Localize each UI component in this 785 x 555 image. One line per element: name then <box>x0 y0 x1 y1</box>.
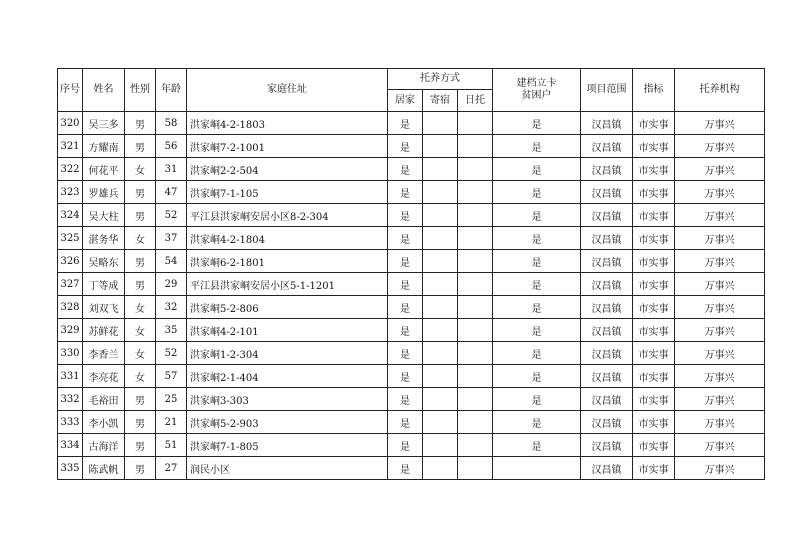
cell-poor: 是 <box>493 411 581 434</box>
cell-seq: 333 <box>58 411 83 434</box>
cell-address: 洪家峒7-1-805 <box>187 434 388 457</box>
cell-address: 平江县洪家峒安居小区5-1-1201 <box>187 273 388 296</box>
cell-poor: 是 <box>493 319 581 342</box>
table-row <box>58 388 765 411</box>
cell-scope: 汉昌镇 <box>581 112 633 135</box>
cell-home: 是 <box>388 365 423 388</box>
cell-boarding <box>423 296 458 319</box>
cell-address: 平江县洪家峒安居小区8-2-304 <box>187 204 388 227</box>
cell-poor: 是 <box>493 158 581 181</box>
cell-boarding <box>423 411 458 434</box>
cell-gender: 男 <box>125 434 156 457</box>
cell-home: 是 <box>388 227 423 250</box>
cell-scope: 汉昌镇 <box>581 204 633 227</box>
cell-day <box>458 365 493 388</box>
cell-home: 是 <box>388 273 423 296</box>
cell-seq: 335 <box>58 457 83 480</box>
cell-poor <box>493 457 581 480</box>
cell-poor: 是 <box>493 342 581 365</box>
cell-age: 57 <box>156 365 187 388</box>
cell-seq: 325 <box>58 227 83 250</box>
cell-indicator: 市实事 <box>633 250 675 273</box>
table-row <box>58 411 765 434</box>
cell-scope: 汉昌镇 <box>581 434 633 457</box>
cell-indicator: 市实事 <box>633 158 675 181</box>
cell-day <box>458 434 493 457</box>
cell-gender: 女 <box>125 365 156 388</box>
cell-gender: 男 <box>125 181 156 204</box>
cell-name: 何花平 <box>83 158 125 181</box>
cell-address: 润民小区 <box>187 457 388 480</box>
cell-age: 52 <box>156 342 187 365</box>
cell-name: 陈武帆 <box>83 457 125 480</box>
cell-indicator: 市实事 <box>633 227 675 250</box>
header-scope: 项目范围 <box>581 69 633 112</box>
cell-day <box>458 319 493 342</box>
cell-scope: 汉昌镇 <box>581 388 633 411</box>
cell-poor: 是 <box>493 181 581 204</box>
cell-boarding <box>423 365 458 388</box>
cell-gender: 女 <box>125 319 156 342</box>
cell-age: 51 <box>156 434 187 457</box>
cell-address: 洪家峒7-2-1001 <box>187 135 388 158</box>
cell-seq: 321 <box>58 135 83 158</box>
cell-seq: 324 <box>58 204 83 227</box>
cell-day <box>458 273 493 296</box>
cell-institution: 万事兴 <box>675 158 765 181</box>
cell-home: 是 <box>388 411 423 434</box>
table-row <box>58 250 765 273</box>
cell-boarding <box>423 112 458 135</box>
cell-gender: 男 <box>125 204 156 227</box>
table-row <box>58 135 765 158</box>
cell-institution: 万事兴 <box>675 273 765 296</box>
cell-name: 湛务华 <box>83 227 125 250</box>
cell-institution: 万事兴 <box>675 250 765 273</box>
cell-gender: 男 <box>125 250 156 273</box>
header-name: 姓名 <box>83 69 125 112</box>
cell-gender: 男 <box>125 112 156 135</box>
cell-age: 54 <box>156 250 187 273</box>
cell-day <box>458 411 493 434</box>
table-row <box>58 457 765 480</box>
cell-poor: 是 <box>493 135 581 158</box>
cell-day <box>458 112 493 135</box>
cell-poor: 是 <box>493 434 581 457</box>
cell-poor: 是 <box>493 388 581 411</box>
cell-home: 是 <box>388 342 423 365</box>
cell-boarding <box>423 181 458 204</box>
cell-indicator: 市实事 <box>633 411 675 434</box>
cell-scope: 汉昌镇 <box>581 319 633 342</box>
cell-seq: 334 <box>58 434 83 457</box>
cell-name: 李香兰 <box>83 342 125 365</box>
cell-name: 丁等成 <box>83 273 125 296</box>
cell-institution: 万事兴 <box>675 204 765 227</box>
cell-boarding <box>423 250 458 273</box>
table-row <box>58 273 765 296</box>
cell-day <box>458 135 493 158</box>
cell-indicator: 市实事 <box>633 112 675 135</box>
cell-day <box>458 158 493 181</box>
header-gender: 性别 <box>125 69 156 112</box>
header-care-mode: 托养方式 <box>388 69 493 90</box>
table-row <box>58 181 765 204</box>
cell-indicator: 市实事 <box>633 319 675 342</box>
cell-seq: 328 <box>58 296 83 319</box>
table-row <box>58 204 765 227</box>
cell-gender: 女 <box>125 342 156 365</box>
header-home: 居家 <box>388 90 423 112</box>
cell-institution: 万事兴 <box>675 135 765 158</box>
cell-age: 29 <box>156 273 187 296</box>
cell-boarding <box>423 227 458 250</box>
cell-address: 洪家峒7-1-105 <box>187 181 388 204</box>
cell-gender: 男 <box>125 411 156 434</box>
cell-institution: 万事兴 <box>675 434 765 457</box>
cell-age: 21 <box>156 411 187 434</box>
cell-boarding <box>423 457 458 480</box>
table-body <box>58 112 765 480</box>
cell-address: 洪家峒5-2-903 <box>187 411 388 434</box>
cell-home: 是 <box>388 250 423 273</box>
cell-indicator: 市实事 <box>633 296 675 319</box>
cell-name: 吴略东 <box>83 250 125 273</box>
cell-seq: 331 <box>58 365 83 388</box>
cell-seq: 332 <box>58 388 83 411</box>
cell-home: 是 <box>388 388 423 411</box>
header-address: 家庭住址 <box>187 69 388 112</box>
table-row <box>58 342 765 365</box>
cell-seq: 326 <box>58 250 83 273</box>
cell-institution: 万事兴 <box>675 411 765 434</box>
cell-scope: 汉昌镇 <box>581 158 633 181</box>
cell-age: 58 <box>156 112 187 135</box>
cell-gender: 女 <box>125 158 156 181</box>
cell-age: 27 <box>156 457 187 480</box>
table-row <box>58 319 765 342</box>
cell-name: 李亮花 <box>83 365 125 388</box>
cell-gender: 男 <box>125 135 156 158</box>
cell-day <box>458 457 493 480</box>
cell-seq: 329 <box>58 319 83 342</box>
header-age: 年龄 <box>156 69 187 112</box>
cell-scope: 汉昌镇 <box>581 457 633 480</box>
cell-indicator: 市实事 <box>633 135 675 158</box>
cell-home: 是 <box>388 296 423 319</box>
cell-gender: 男 <box>125 388 156 411</box>
cell-seq: 322 <box>58 158 83 181</box>
cell-day <box>458 181 493 204</box>
cell-scope: 汉昌镇 <box>581 250 633 273</box>
cell-home: 是 <box>388 204 423 227</box>
header-poor-household <box>493 69 581 112</box>
cell-age: 31 <box>156 158 187 181</box>
cell-indicator: 市实事 <box>633 388 675 411</box>
cell-institution: 万事兴 <box>675 112 765 135</box>
cell-gender: 男 <box>125 457 156 480</box>
cell-day <box>458 250 493 273</box>
cell-boarding <box>423 319 458 342</box>
cell-gender: 女 <box>125 296 156 319</box>
cell-institution: 万事兴 <box>675 365 765 388</box>
cell-home: 是 <box>388 457 423 480</box>
cell-seq: 320 <box>58 112 83 135</box>
header-institution: 托养机构 <box>675 69 765 112</box>
table-header <box>58 69 765 112</box>
cell-seq: 330 <box>58 342 83 365</box>
cell-institution: 万事兴 <box>675 227 765 250</box>
cell-indicator: 市实事 <box>633 342 675 365</box>
cell-boarding <box>423 204 458 227</box>
cell-address: 洪家峒5-2-806 <box>187 296 388 319</box>
cell-institution: 万事兴 <box>675 181 765 204</box>
cell-age: 47 <box>156 181 187 204</box>
cell-day <box>458 204 493 227</box>
cell-address: 洪家峒2-1-404 <box>187 365 388 388</box>
cell-scope: 汉昌镇 <box>581 227 633 250</box>
cell-seq: 327 <box>58 273 83 296</box>
cell-institution: 万事兴 <box>675 388 765 411</box>
cell-day <box>458 296 493 319</box>
cell-name: 罗雄兵 <box>83 181 125 204</box>
cell-poor: 是 <box>493 250 581 273</box>
table-row <box>58 158 765 181</box>
cell-indicator: 市实事 <box>633 457 675 480</box>
cell-boarding <box>423 158 458 181</box>
cell-age: 52 <box>156 204 187 227</box>
cell-gender: 男 <box>125 273 156 296</box>
cell-home: 是 <box>388 158 423 181</box>
cell-scope: 汉昌镇 <box>581 365 633 388</box>
cell-institution: 万事兴 <box>675 319 765 342</box>
header-poor-line1: 建档立卡 <box>516 78 557 89</box>
table-row <box>58 296 765 319</box>
cell-poor: 是 <box>493 296 581 319</box>
cell-address: 洪家峒3-303 <box>187 388 388 411</box>
cell-scope: 汉昌镇 <box>581 273 633 296</box>
cell-home: 是 <box>388 434 423 457</box>
cell-indicator: 市实事 <box>633 273 675 296</box>
cell-address: 洪家峒2-2-504 <box>187 158 388 181</box>
cell-boarding <box>423 273 458 296</box>
cell-scope: 汉昌镇 <box>581 135 633 158</box>
care-roster-table <box>57 68 765 480</box>
cell-boarding <box>423 388 458 411</box>
cell-scope: 汉昌镇 <box>581 296 633 319</box>
cell-home: 是 <box>388 181 423 204</box>
cell-gender: 女 <box>125 227 156 250</box>
cell-name: 方耀南 <box>83 135 125 158</box>
cell-scope: 汉昌镇 <box>581 342 633 365</box>
cell-name: 吴三多 <box>83 112 125 135</box>
cell-institution: 万事兴 <box>675 296 765 319</box>
cell-age: 35 <box>156 319 187 342</box>
cell-poor: 是 <box>493 273 581 296</box>
cell-name: 刘双飞 <box>83 296 125 319</box>
table-row <box>58 112 765 135</box>
cell-indicator: 市实事 <box>633 434 675 457</box>
cell-name: 李小凯 <box>83 411 125 434</box>
cell-age: 37 <box>156 227 187 250</box>
cell-indicator: 市实事 <box>633 365 675 388</box>
cell-poor: 是 <box>493 227 581 250</box>
cell-boarding <box>423 135 458 158</box>
cell-institution: 万事兴 <box>675 342 765 365</box>
cell-poor: 是 <box>493 365 581 388</box>
cell-age: 25 <box>156 388 187 411</box>
cell-name: 苏鲜花 <box>83 319 125 342</box>
cell-day <box>458 227 493 250</box>
header-seq: 序号 <box>58 69 83 112</box>
cell-address: 洪家峒4-2-1804 <box>187 227 388 250</box>
cell-indicator: 市实事 <box>633 181 675 204</box>
cell-home: 是 <box>388 319 423 342</box>
cell-name: 毛裕田 <box>83 388 125 411</box>
header-poor-line2: 贫困户 <box>521 90 552 101</box>
cell-indicator: 市实事 <box>633 204 675 227</box>
cell-poor: 是 <box>493 112 581 135</box>
cell-seq: 323 <box>58 181 83 204</box>
table-row <box>58 434 765 457</box>
cell-address: 洪家峒4-2-101 <box>187 319 388 342</box>
cell-address: 洪家峒6-2-1801 <box>187 250 388 273</box>
cell-day <box>458 342 493 365</box>
header-day: 日托 <box>458 90 493 112</box>
cell-day <box>458 388 493 411</box>
cell-address: 洪家峒1-2-304 <box>187 342 388 365</box>
cell-poor: 是 <box>493 204 581 227</box>
cell-scope: 汉昌镇 <box>581 411 633 434</box>
table-row <box>58 227 765 250</box>
header-indicator: 指标 <box>633 69 675 112</box>
cell-home: 是 <box>388 112 423 135</box>
cell-boarding <box>423 342 458 365</box>
cell-age: 32 <box>156 296 187 319</box>
cell-address: 洪家峒4-2-1803 <box>187 112 388 135</box>
cell-scope: 汉昌镇 <box>581 181 633 204</box>
cell-institution: 万事兴 <box>675 457 765 480</box>
cell-age: 56 <box>156 135 187 158</box>
cell-home: 是 <box>388 135 423 158</box>
cell-name: 吴大柱 <box>83 204 125 227</box>
cell-boarding <box>423 434 458 457</box>
table-row <box>58 365 765 388</box>
cell-name: 古海洋 <box>83 434 125 457</box>
header-boarding: 寄宿 <box>423 90 458 112</box>
